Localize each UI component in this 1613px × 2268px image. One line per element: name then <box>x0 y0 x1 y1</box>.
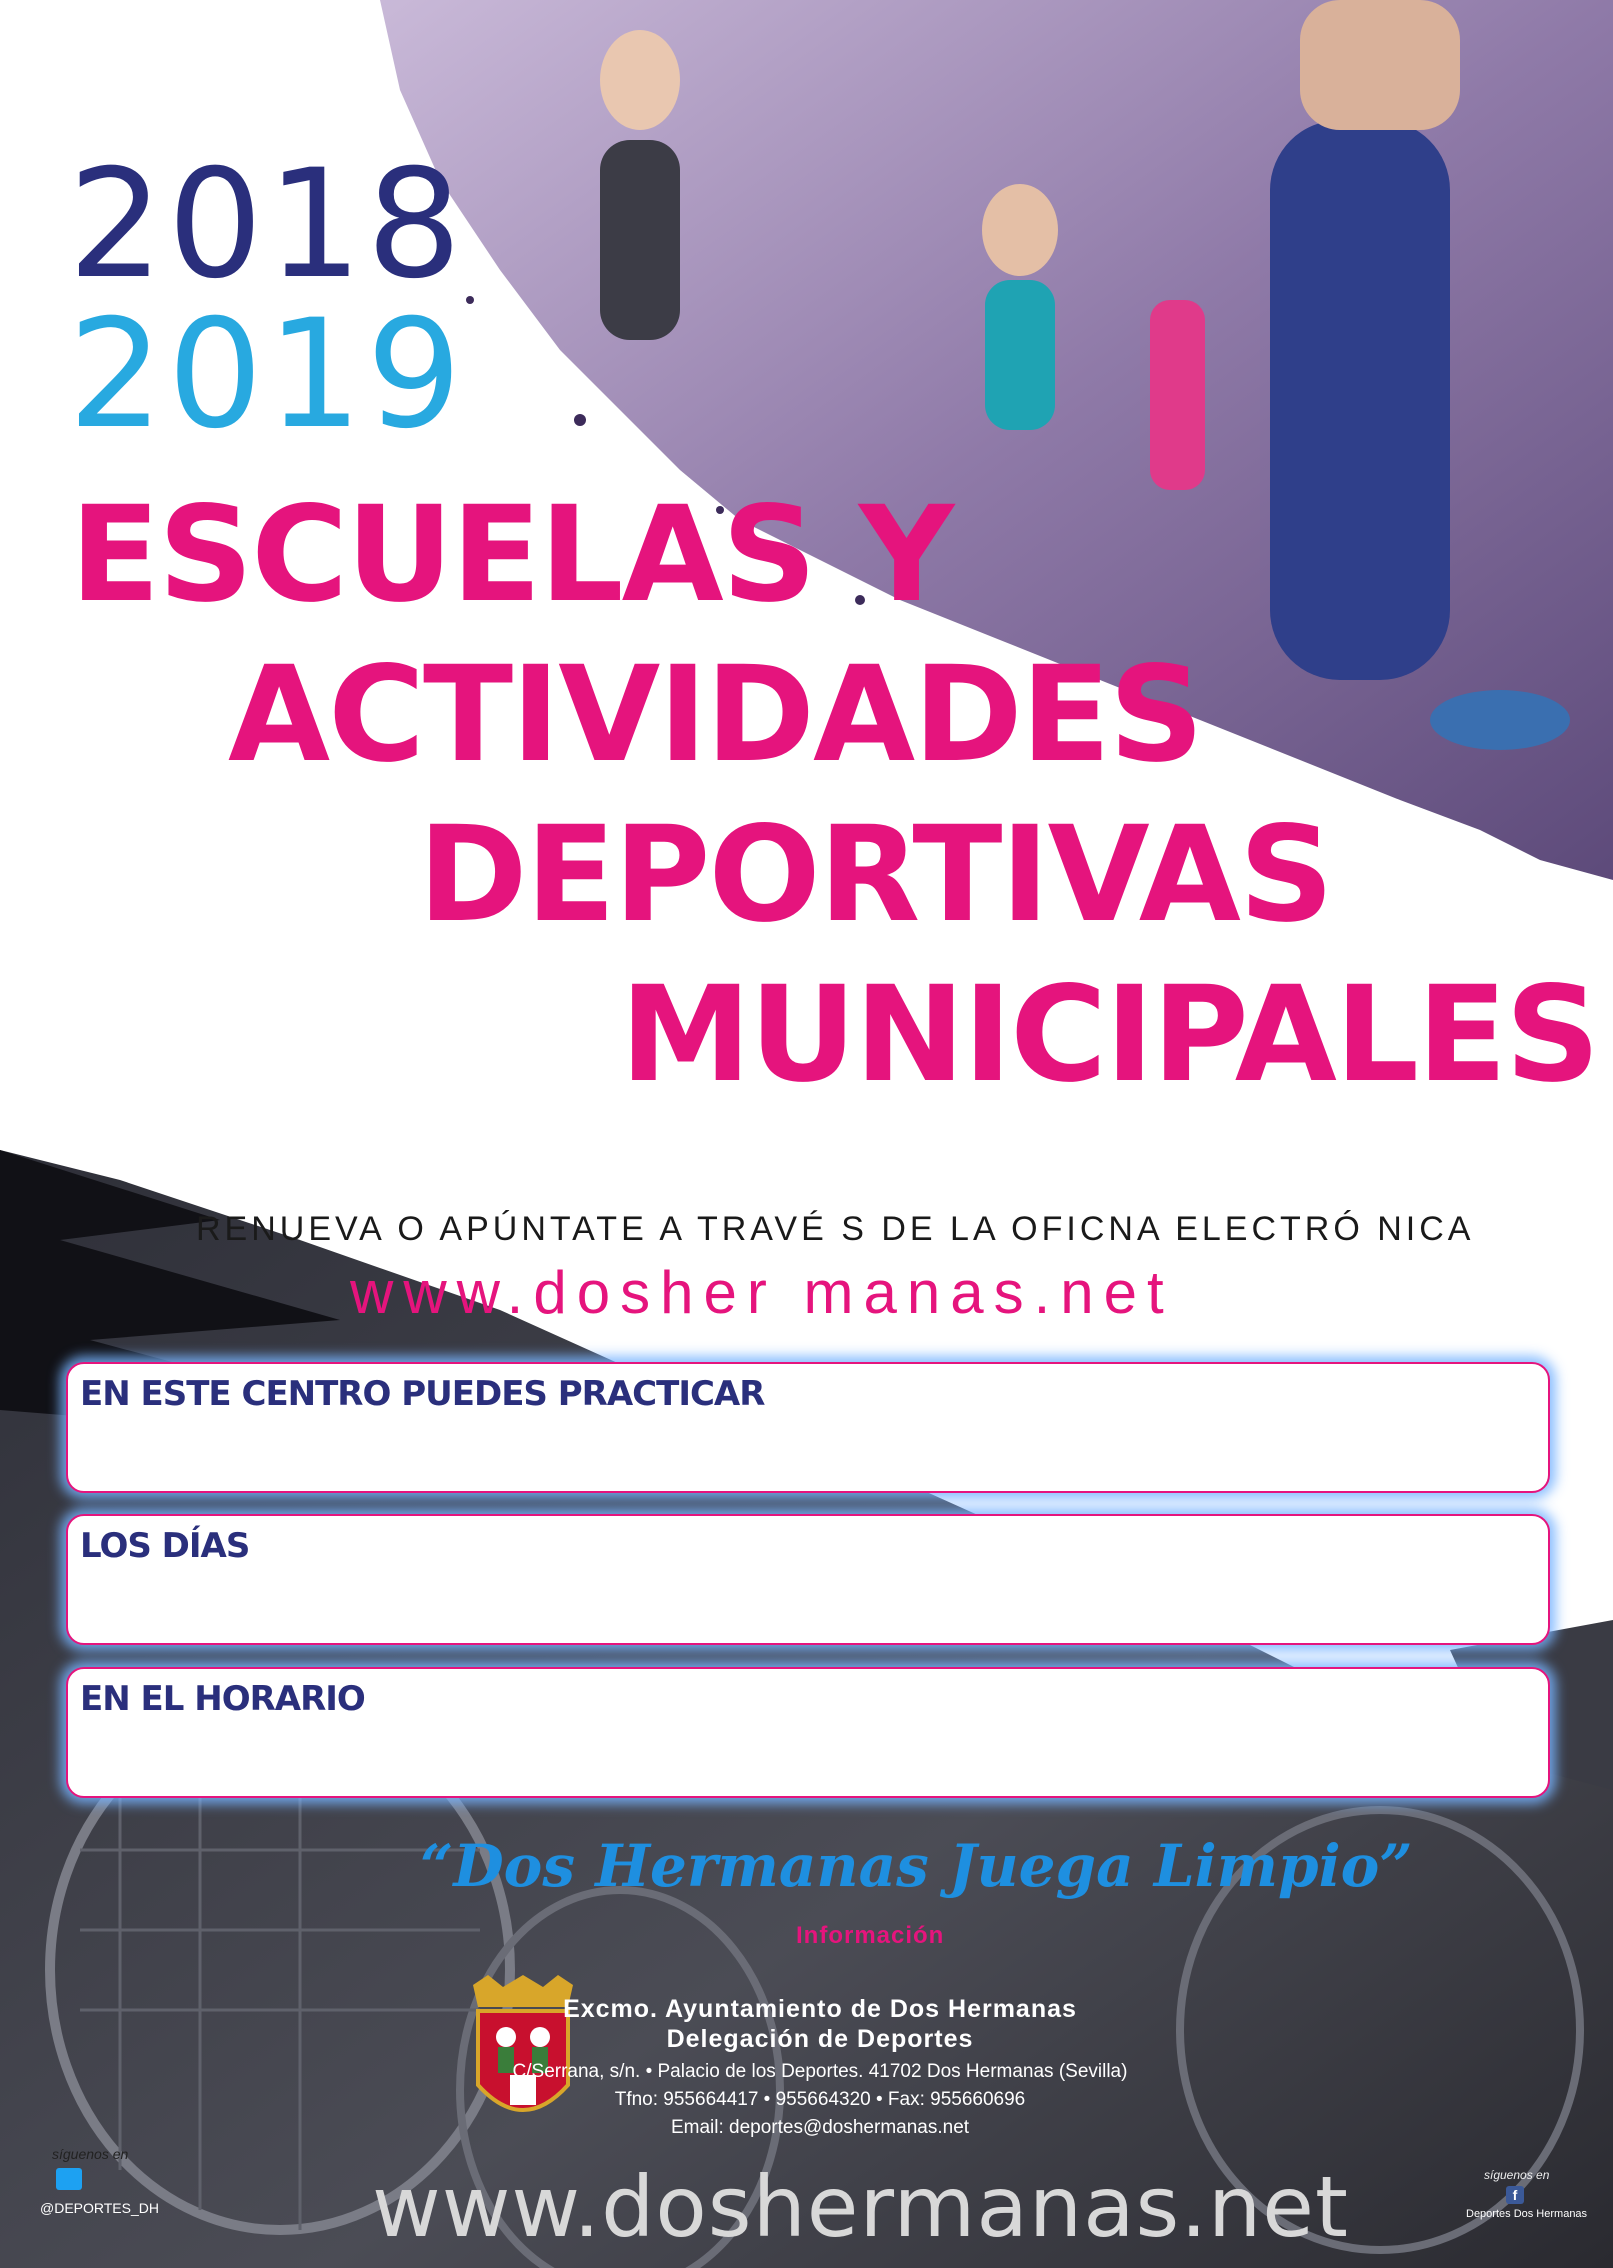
renew-instruction: RENUEVA O APÚNTATE A TRAVÉ S DE LA OFICNA ELECTRÓ NICA <box>196 1210 1475 1248</box>
title-line-2: ACTIVIDADES <box>228 638 1202 792</box>
year-2018: 2018 <box>68 138 466 312</box>
twitter-icon[interactable] <box>56 2168 82 2190</box>
info-heading: Información <box>796 1922 945 1949</box>
practice-label: EN ESTE CENTRO PUEDES PRACTICAR <box>80 1374 765 1414</box>
schedule-label: EN EL HORARIO <box>80 1679 365 1719</box>
address-department: Delegación de Deportes <box>666 2025 974 2053</box>
website-link-pink[interactable]: www.dosher manas.net <box>350 1259 1174 1326</box>
days-box[interactable] <box>66 1514 1550 1645</box>
facebook-label[interactable]: Deportes Dos Hermanas <box>1466 2208 1588 2220</box>
year-2019: 2019 <box>68 288 466 462</box>
title-line-1: ESCUELAS Y <box>70 478 953 632</box>
slogan: “Dos Hermanas Juega Limpio” <box>420 1832 1413 1900</box>
address-street: C/Serrana, s/n. • Palacio de los Deportes. 41702 Dos Hermanas (Sevilla) <box>512 2061 1128 2082</box>
practice-box[interactable] <box>66 1362 1550 1493</box>
address-institution: Excmo. Ayuntamiento de Dos Hermanas <box>563 1995 1077 2023</box>
title-line-3: DEPORTIVAS <box>418 798 1332 952</box>
twitter-handle[interactable]: @DEPORTES_DH <box>40 2200 159 2216</box>
facebook-icon[interactable]: f <box>1506 2186 1524 2204</box>
address-email[interactable]: Email: deportes@doshermanas.net <box>670 2117 970 2138</box>
title-line-4: MUNICIPALES <box>620 958 1599 1112</box>
website-link-bottom[interactable]: www.doshermanas.net <box>372 2158 1349 2256</box>
schedule-box[interactable] <box>66 1667 1550 1798</box>
follow-us-left: síguenos en <box>52 2146 129 2162</box>
address-phone: Tfno: 955664417 • 955664320 • Fax: 955660696 <box>614 2089 1026 2110</box>
days-label: LOS DÍAS <box>80 1526 250 1566</box>
follow-us-right: síguenos en <box>1484 2168 1550 2182</box>
